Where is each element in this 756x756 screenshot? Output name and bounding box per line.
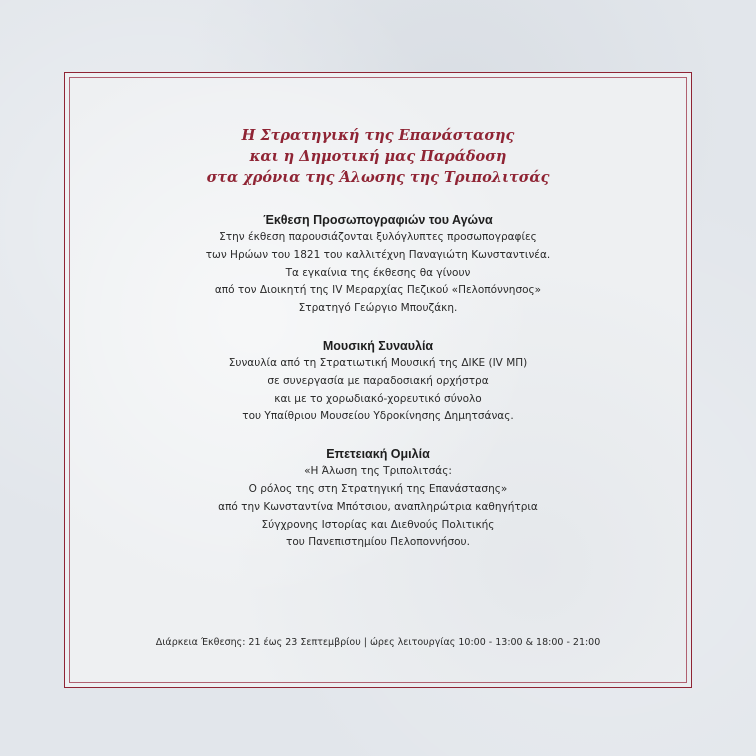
section-line: Τα εγκαίνια της έκθεσης θα γίνουν <box>285 266 471 279</box>
section-line: και με το χορωδιακό-χορευτικό σύνολο <box>274 392 482 405</box>
section-text <box>65 355 691 426</box>
title-line: στα χρόνια της Άλωσης της Τριπολιτσάς <box>206 169 550 186</box>
section-line: «Η Άλωση της Τριπολιτσάς: <box>304 465 452 478</box>
section-line: Συναυλία από τη Στρατιωτική Μουσική της ΔΙΚΕ (IV ΜΠ) <box>228 356 528 369</box>
section-speech <box>65 446 691 552</box>
section-concert <box>65 338 691 426</box>
section-line: του Πανεπιστημίου Πελοποννήσου. <box>286 536 470 549</box>
section-exhibition <box>65 212 691 318</box>
section-text <box>65 229 691 318</box>
invitation-title <box>65 125 691 188</box>
section-heading: Μουσική Συναυλία <box>322 338 434 353</box>
section-line: Στρατηγό Γεώργιο Μπουζάκη. <box>298 302 458 315</box>
title-line: και η Δημοτική μας Παράδοση <box>249 148 507 165</box>
section-line: Ο ρόλος της στη Στρατηγική της Επανάστασης» <box>248 482 508 495</box>
title-line: Η Στρατηγική της Επανάστασης <box>241 127 515 144</box>
section-heading: Επετειακή Ομιλία <box>326 447 430 462</box>
section-line: από τον Διοικητή της IV Μεραρχίας Πεζικού «Πελοπόννησος» <box>214 284 542 297</box>
section-line: από την Κωνσταντίνα Μπότσιου, αναπληρώτρια καθηγήτρια <box>218 500 538 513</box>
section-line: Σύγχρονης Ιστορίας και Διεθνούς Πολιτικής <box>261 518 495 531</box>
invitation-card <box>64 72 692 688</box>
section-line: Στην έκθεση παρουσιάζονται ξυλόγλυπτες προσωπογραφίες <box>219 231 537 243</box>
invitation-content <box>65 125 691 552</box>
section-text <box>65 463 691 552</box>
section-line: των Ηρώων του 1821 του καλλιτέχνη Παναγιώτη Κωνσταντινέα. <box>205 248 551 261</box>
section-heading: Έκθεση Προσωπογραφιών του Αγώνα <box>263 213 493 227</box>
section-line: του Υπαίθριου Μουσείου Υδροκίνησης Δημητσάνας. <box>242 410 514 423</box>
section-line: σε συνεργασία με παραδοσιακή ορχήστρα <box>267 374 489 387</box>
exhibition-hours-footer: Διάρκεια Έκθεσης: 21 έως 23 Σεπτεμβρίου | ώρες λειτουργίας 10:00 - 13:00 & 18:00 - 21:00 <box>155 637 601 648</box>
